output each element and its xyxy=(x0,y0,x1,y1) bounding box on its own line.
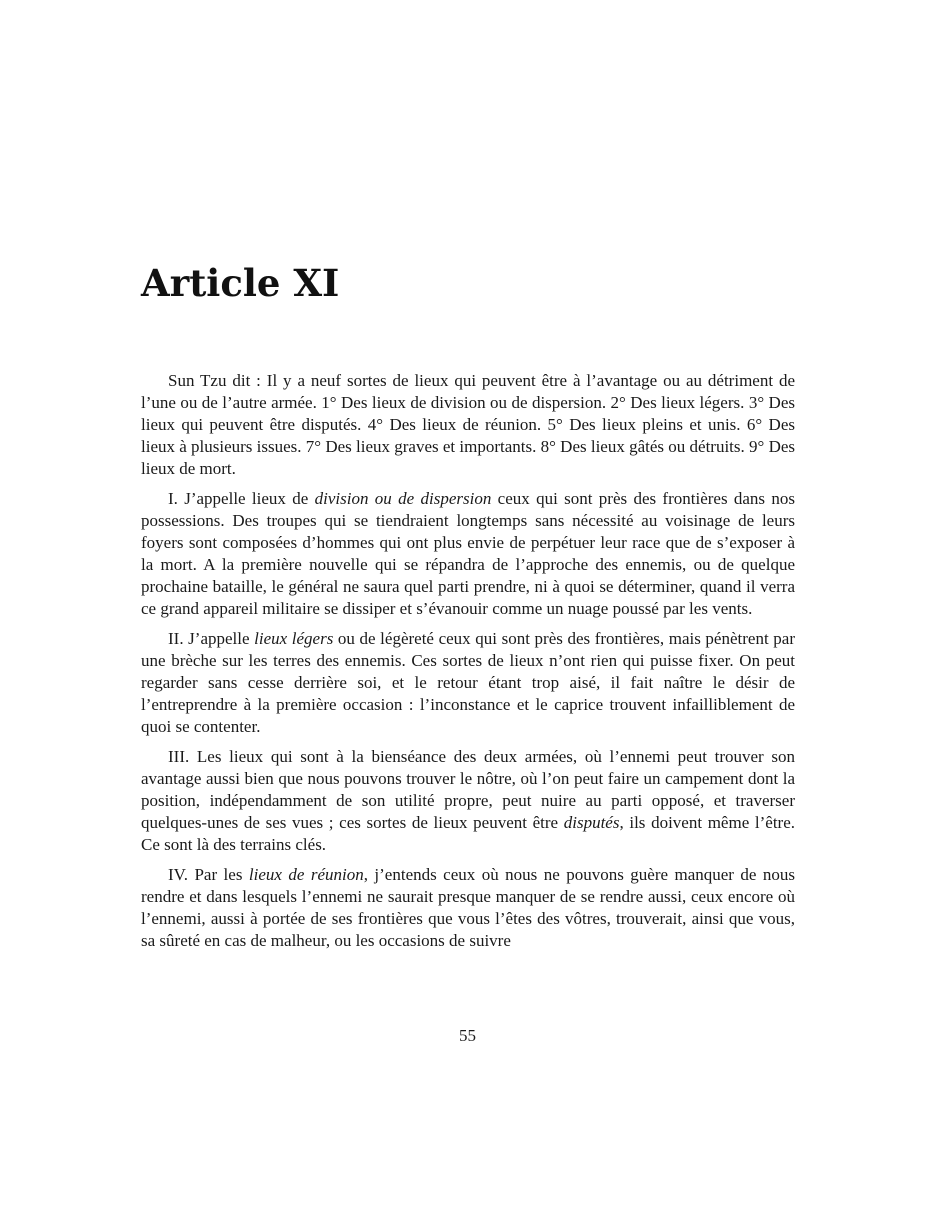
paragraph-disputes xyxy=(141,746,795,856)
paragraph-division xyxy=(141,488,795,620)
paragraph-legers xyxy=(141,628,795,738)
chapter-body xyxy=(141,370,795,960)
paragraph-text: , ils doivent même l’être. Ce sont là des terrains clés. xyxy=(141,813,795,854)
paragraph-text: IV. Par les xyxy=(168,865,249,884)
paragraph-text: II. J’appelle xyxy=(168,629,255,648)
emphasis-term: lieux légers xyxy=(254,629,334,648)
page-number: 55 xyxy=(459,1026,476,1045)
paragraph-text: III. Les lieux qui sont à la bienséance des deux armées, où l’ennemi peut trouver son avantage aussi bien que nous pouvons trouver le nôtre, où l’on peut faire un campement dont la position, indépendamment de son utilité propre, peut nuire au parti opposé, et traverser quelques-unes de ses vues ; ces sortes de lieux peuvent être xyxy=(141,747,795,832)
emphasis-term: disputés xyxy=(563,813,620,832)
chapter-title: Article XI xyxy=(141,261,340,305)
paragraph-text: ceux qui sont près des frontières dans nos possessions. Des troupes qui se tiendraient longtemps sans nécessité au voisinage de leurs foyers sont composées d’hommes qui ont plus envie de perpétuer leur race que de s’exposer à la mort. A la première nouvelle qui se répandra de l’approche des ennemis, ou de quelque prochaine bataille, le général ne saura quel parti prendre, ni à quoi se déterminer, quand il verra ce grand appareil militaire se dissiper et s’évanouir comme un nuage poussé par les vents. xyxy=(141,489,795,618)
paragraph-intro: Sun Tzu dit : Il y a neuf sortes de lieux qui peuvent être à l’avantage ou au détriment de l’une ou de l’autre armée. 1° Des lieux de division ou de dispersion. 2° Des lieux légers. 3° Des lieux qui peuvent être disputés. 4° Des lieux de réunion. 5° Des lieux pleins et unis. 6° Des lieux à plusieurs issues. 7° Des lieux graves et importants. 8° Des lieux gâtés ou détruits. 9° Des lieux de mort. xyxy=(141,371,796,478)
emphasis-term: lieux de réunion xyxy=(248,865,364,884)
paragraph-text: I. J’appelle lieux de xyxy=(168,489,315,508)
paragraph-reunion xyxy=(141,864,795,952)
paragraph-text: ou de légèreté ceux qui sont près des frontières, mais pénètrent par une brèche sur les terres des ennemis. Ces sortes de lieux n’ont rien qui puisse fixer. On peut regarder sans cesse derrière soi, et le retour étant trop aisé, il fait naître le désir de l’entreprendre à la première occasion : l’inconstance et le caprice trouvent infailliblement de quoi se contenter. xyxy=(141,629,795,736)
emphasis-term: division ou de dispersion xyxy=(314,489,492,508)
paragraph-text: , j’entends ceux où nous ne pouvons guère manquer de nous rendre et dans lesquels l’ennemi ne saurait presque manquer de se rendre aussi, ceux encore où l’ennemi, aussi à portée de ses frontières que vous l’êtes des vôtres, trouverait, ainsi que vous, sa sûreté en cas de malheur, ou les occasions de suivre xyxy=(141,865,795,950)
